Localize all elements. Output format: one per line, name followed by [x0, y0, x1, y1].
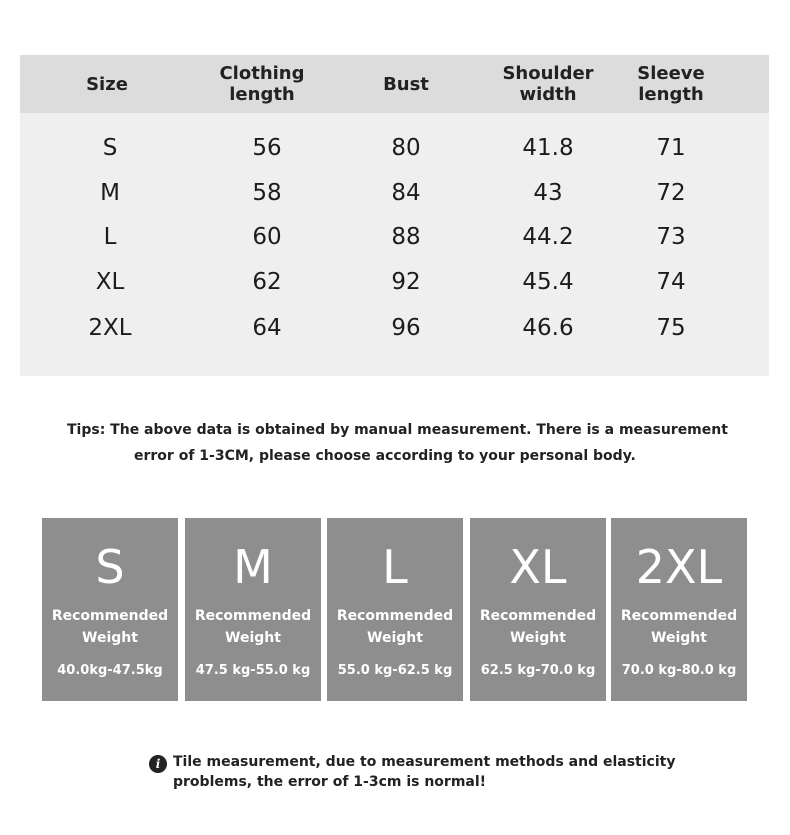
cell-clothing-length: 58 — [252, 179, 282, 206]
cell-shoulder-width: 46.6 — [522, 314, 574, 341]
tile-size: L — [382, 540, 408, 594]
cell-bust: 88 — [391, 223, 421, 250]
table-row — [20, 259, 769, 304]
cell-sleeve-length: 72 — [656, 179, 686, 206]
header-size: Size — [86, 73, 128, 95]
tile-size: M — [233, 540, 273, 594]
header-bust: Bust — [383, 73, 429, 95]
note-text: Tile measurement, due to measurement methods and elasticity problems, the error of 1-3cm is normal! — [173, 754, 676, 790]
table-row — [20, 170, 769, 215]
weight-tile-l — [327, 518, 463, 701]
tile-size: XL — [509, 540, 567, 594]
cell-bust: 92 — [391, 268, 421, 295]
measurement-tips — [67, 417, 747, 469]
cell-sleeve-length: 71 — [656, 134, 686, 161]
cell-size: M — [100, 179, 120, 206]
tips-line-1: Tips: The above data is obtained by manual measurement. There is a measurement — [67, 422, 728, 438]
tile-weight-range: 62.5 kg-70.0 kg — [480, 663, 596, 678]
cell-bust: 96 — [391, 314, 421, 341]
tile-weight-range: 55.0 kg-62.5 kg — [337, 663, 453, 678]
tile-label: Recommended Weight — [479, 608, 597, 646]
cell-clothing-length: 64 — [252, 314, 282, 341]
tile-label: Recommended Weight — [51, 608, 169, 646]
cell-shoulder-width: 43 — [533, 179, 563, 206]
cell-shoulder-width: 45.4 — [522, 268, 574, 295]
header-clothing-length: Clothing length — [219, 63, 305, 105]
tile-label: Recommended Weight — [194, 608, 312, 646]
cell-clothing-length: 62 — [252, 268, 282, 295]
cell-sleeve-length: 75 — [656, 314, 686, 341]
tile-weight-range: 70.0 kg-80.0 kg — [621, 663, 737, 678]
tile-size: S — [95, 540, 125, 594]
weight-tile-m — [185, 518, 321, 701]
table-header — [20, 55, 769, 113]
size-table — [20, 55, 769, 376]
header-sleeve-length: Sleeve length — [637, 63, 705, 105]
tile-label: Recommended Weight — [336, 608, 454, 646]
cell-sleeve-length: 73 — [656, 223, 686, 250]
table-row — [20, 214, 769, 259]
cell-bust: 84 — [391, 179, 421, 206]
cell-size: 2XL — [88, 314, 132, 341]
weight-tile-2xl — [611, 518, 747, 701]
table-row — [20, 305, 769, 350]
header-shoulder-width: Shoulder width — [502, 63, 594, 105]
cell-clothing-length: 60 — [252, 223, 282, 250]
tile-weight-range: 47.5 kg-55.0 kg — [195, 663, 311, 678]
table-row — [20, 125, 769, 170]
cell-shoulder-width: 41.8 — [522, 134, 574, 161]
info-icon: i — [149, 755, 167, 773]
cell-size: XL — [95, 268, 125, 295]
cell-clothing-length: 56 — [252, 134, 282, 161]
cell-shoulder-width: 44.2 — [522, 223, 574, 250]
weight-tile-s — [42, 518, 178, 701]
tile-size: 2XL — [635, 540, 723, 594]
cell-bust: 80 — [391, 134, 421, 161]
tile-label: Recommended Weight — [620, 608, 738, 646]
cell-sleeve-length: 74 — [656, 268, 686, 295]
tips-line-2: error of 1-3CM, please choose according to your personal body. — [134, 448, 636, 464]
cell-size: L — [103, 223, 117, 250]
weight-tile-xl — [470, 518, 606, 701]
cell-size: S — [102, 134, 118, 161]
tile-weight-range: 40.0kg-47.5kg — [57, 663, 163, 678]
